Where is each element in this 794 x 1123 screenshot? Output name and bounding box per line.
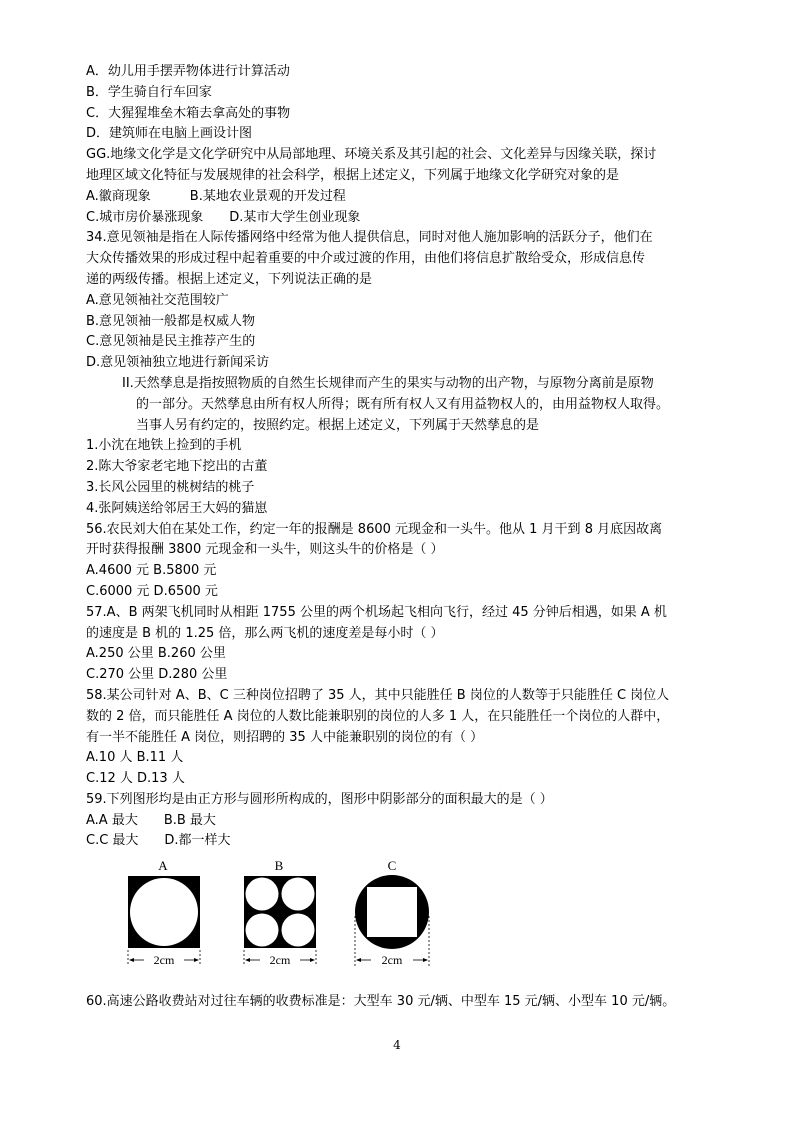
question-text: 当事人另有约定的，按照约定。根据上述定义，下列属于天然孳息的是 xyxy=(136,417,540,433)
square-shape xyxy=(367,887,417,937)
option-line: D.意见领袖独立地进行新闻采访 xyxy=(86,355,270,371)
question-text: 有一半不能胜任 A 岗位，则招聘的 35 人中能兼职别的岗位的有（ ） xyxy=(86,729,484,745)
figure-c-drawing xyxy=(352,858,436,970)
question-text: 的一部分。天然孳息由所有权人所得；既有所有权人又有用益物权人的，由用益物权人取得。 xyxy=(136,396,670,412)
option-line: 1.小沈在地铁上捡到的手机 xyxy=(86,438,242,454)
option-line: A.A 最大 B.B 最大 xyxy=(86,812,216,828)
width-label: 2cm xyxy=(153,953,175,968)
question-text: 57.A、B 两架飞机同时从相距 1755 公里的两个机场起飞相向飞行，经过 45 分钟后相遇，如果 A 机 xyxy=(86,604,667,620)
question-text: 60.高速公路收费站对过往车辆的收费标准是：大型车 30 元/辆、中型车 15 元/辆、小型车 10 元/辆。 xyxy=(86,994,676,1010)
figure-c xyxy=(352,858,436,970)
option-line: A.250 公里 B.260 公里 xyxy=(86,646,226,662)
option-line: C.意见领袖是民主推荐产生的 xyxy=(86,334,256,350)
option-line: A.意见领袖社交范围较广 xyxy=(86,292,229,308)
width-label: 2cm xyxy=(269,953,291,968)
question-text: 58.某公司针对 A、B、C 三种岗位招聘了 35 人，其中只能胜任 B 岗位的人数等于只能胜任 C 岗位人 xyxy=(86,687,670,703)
question-text: 递的两级传播。根据上述定义，下列说法正确的是 xyxy=(86,271,373,287)
circle-shape xyxy=(246,914,279,947)
circle-shape xyxy=(246,878,279,911)
figure-a-drawing xyxy=(126,858,208,970)
figure-a xyxy=(126,858,208,970)
question-text: 地理区域文化特征与发展规律的社会科学，根据上述定义，下列属于地缘文化学研究对象的是 xyxy=(86,167,620,183)
circle-shape xyxy=(282,878,315,911)
width-label: 2cm xyxy=(381,953,403,968)
question-text: 59.下列图形均是由正方形与圆形所构成的，图形中阴影部分的面积最大的是（ ） xyxy=(86,791,553,807)
figure-c-label: C xyxy=(387,858,397,874)
circle-shape xyxy=(130,878,198,946)
figure-b-drawing xyxy=(242,858,324,970)
text-line: B．学生骑自行车回家 xyxy=(86,84,212,100)
question-text: 数的 2 倍，而只能胜任 A 岗位的人数比能兼职别的岗位的人多 1 人，在只能胜任一个岗位的人群中， xyxy=(86,708,670,724)
page-number: 4 xyxy=(393,1038,401,1052)
question-text: GG.地缘文化学是文化学研究中从局部地理、环境关系及其引起的社会、文化差异与因缘关联，探讨 xyxy=(86,147,657,163)
option-line: A.徽商现象 B.某地农业景观的开发过程 xyxy=(86,188,346,204)
option-line: C.城市房价暴涨现象 D.某市大学生创业现象 xyxy=(86,209,361,225)
question-text: II.天然孳息是指按照物质的自然生长规律而产生的果实与动物的出产物，与原物分离前是原物 xyxy=(122,375,654,391)
text-line: A．幼儿用手摆弄物体进行计算活动 xyxy=(86,64,290,79)
option-line: A.10 人 B.11 人 xyxy=(86,750,184,766)
figure-b xyxy=(242,858,324,970)
figure-a-label: A xyxy=(158,858,168,874)
text-line: D．建筑师在电脑上画设计图 xyxy=(86,126,253,142)
option-line: A.4600 元 B.5800 元 xyxy=(86,563,217,579)
question-text: 开时获得报酬 3800 元现金和一头牛，则这头牛的价格是（ ） xyxy=(86,542,444,558)
circle-shape xyxy=(282,914,315,947)
question-text: 56.农民刘大伯在某处工作，约定一年的报酬是 8600 元现金和一头牛。他从 1 月干到 8 月底因故离 xyxy=(86,521,663,537)
option-line: 3.长风公园里的桃树结的桃子 xyxy=(86,479,255,495)
option-line: C.6000 元 D.6500 元 xyxy=(86,583,218,599)
shaded-area-figures xyxy=(86,858,708,976)
option-line: C.C 最大 D.都一样大 xyxy=(86,833,231,849)
option-line: B.意见领袖一般都是权威人物 xyxy=(86,313,256,329)
question-text: 的速度是 B 机的 1.25 倍，那么两飞机的速度差是每小时（ ） xyxy=(86,625,444,641)
option-line: C.270 公里 D.280 公里 xyxy=(86,667,228,683)
option-line: 2.陈大爷家老宅地下挖出的古董 xyxy=(86,459,268,475)
figure-b-label: B xyxy=(274,858,284,874)
option-line: 4.张阿姨送给邻居王大妈的猫崽 xyxy=(86,500,268,516)
option-line: C.12 人 D.13 人 xyxy=(86,771,185,787)
document-page xyxy=(86,62,708,1013)
question-text: 大众传播效果的形成过程中起着重要的中介或过渡的作用，由他们将信息扩散给受众，形成信息传 xyxy=(86,251,646,267)
question-text: 34.意见领袖是指在人际传播网络中经常为他人提供信息，同时对他人施加影响的活跃分子，他们在 xyxy=(86,230,653,246)
text-line: C．大猩猩堆垒木箱去拿高处的事物 xyxy=(86,105,291,121)
